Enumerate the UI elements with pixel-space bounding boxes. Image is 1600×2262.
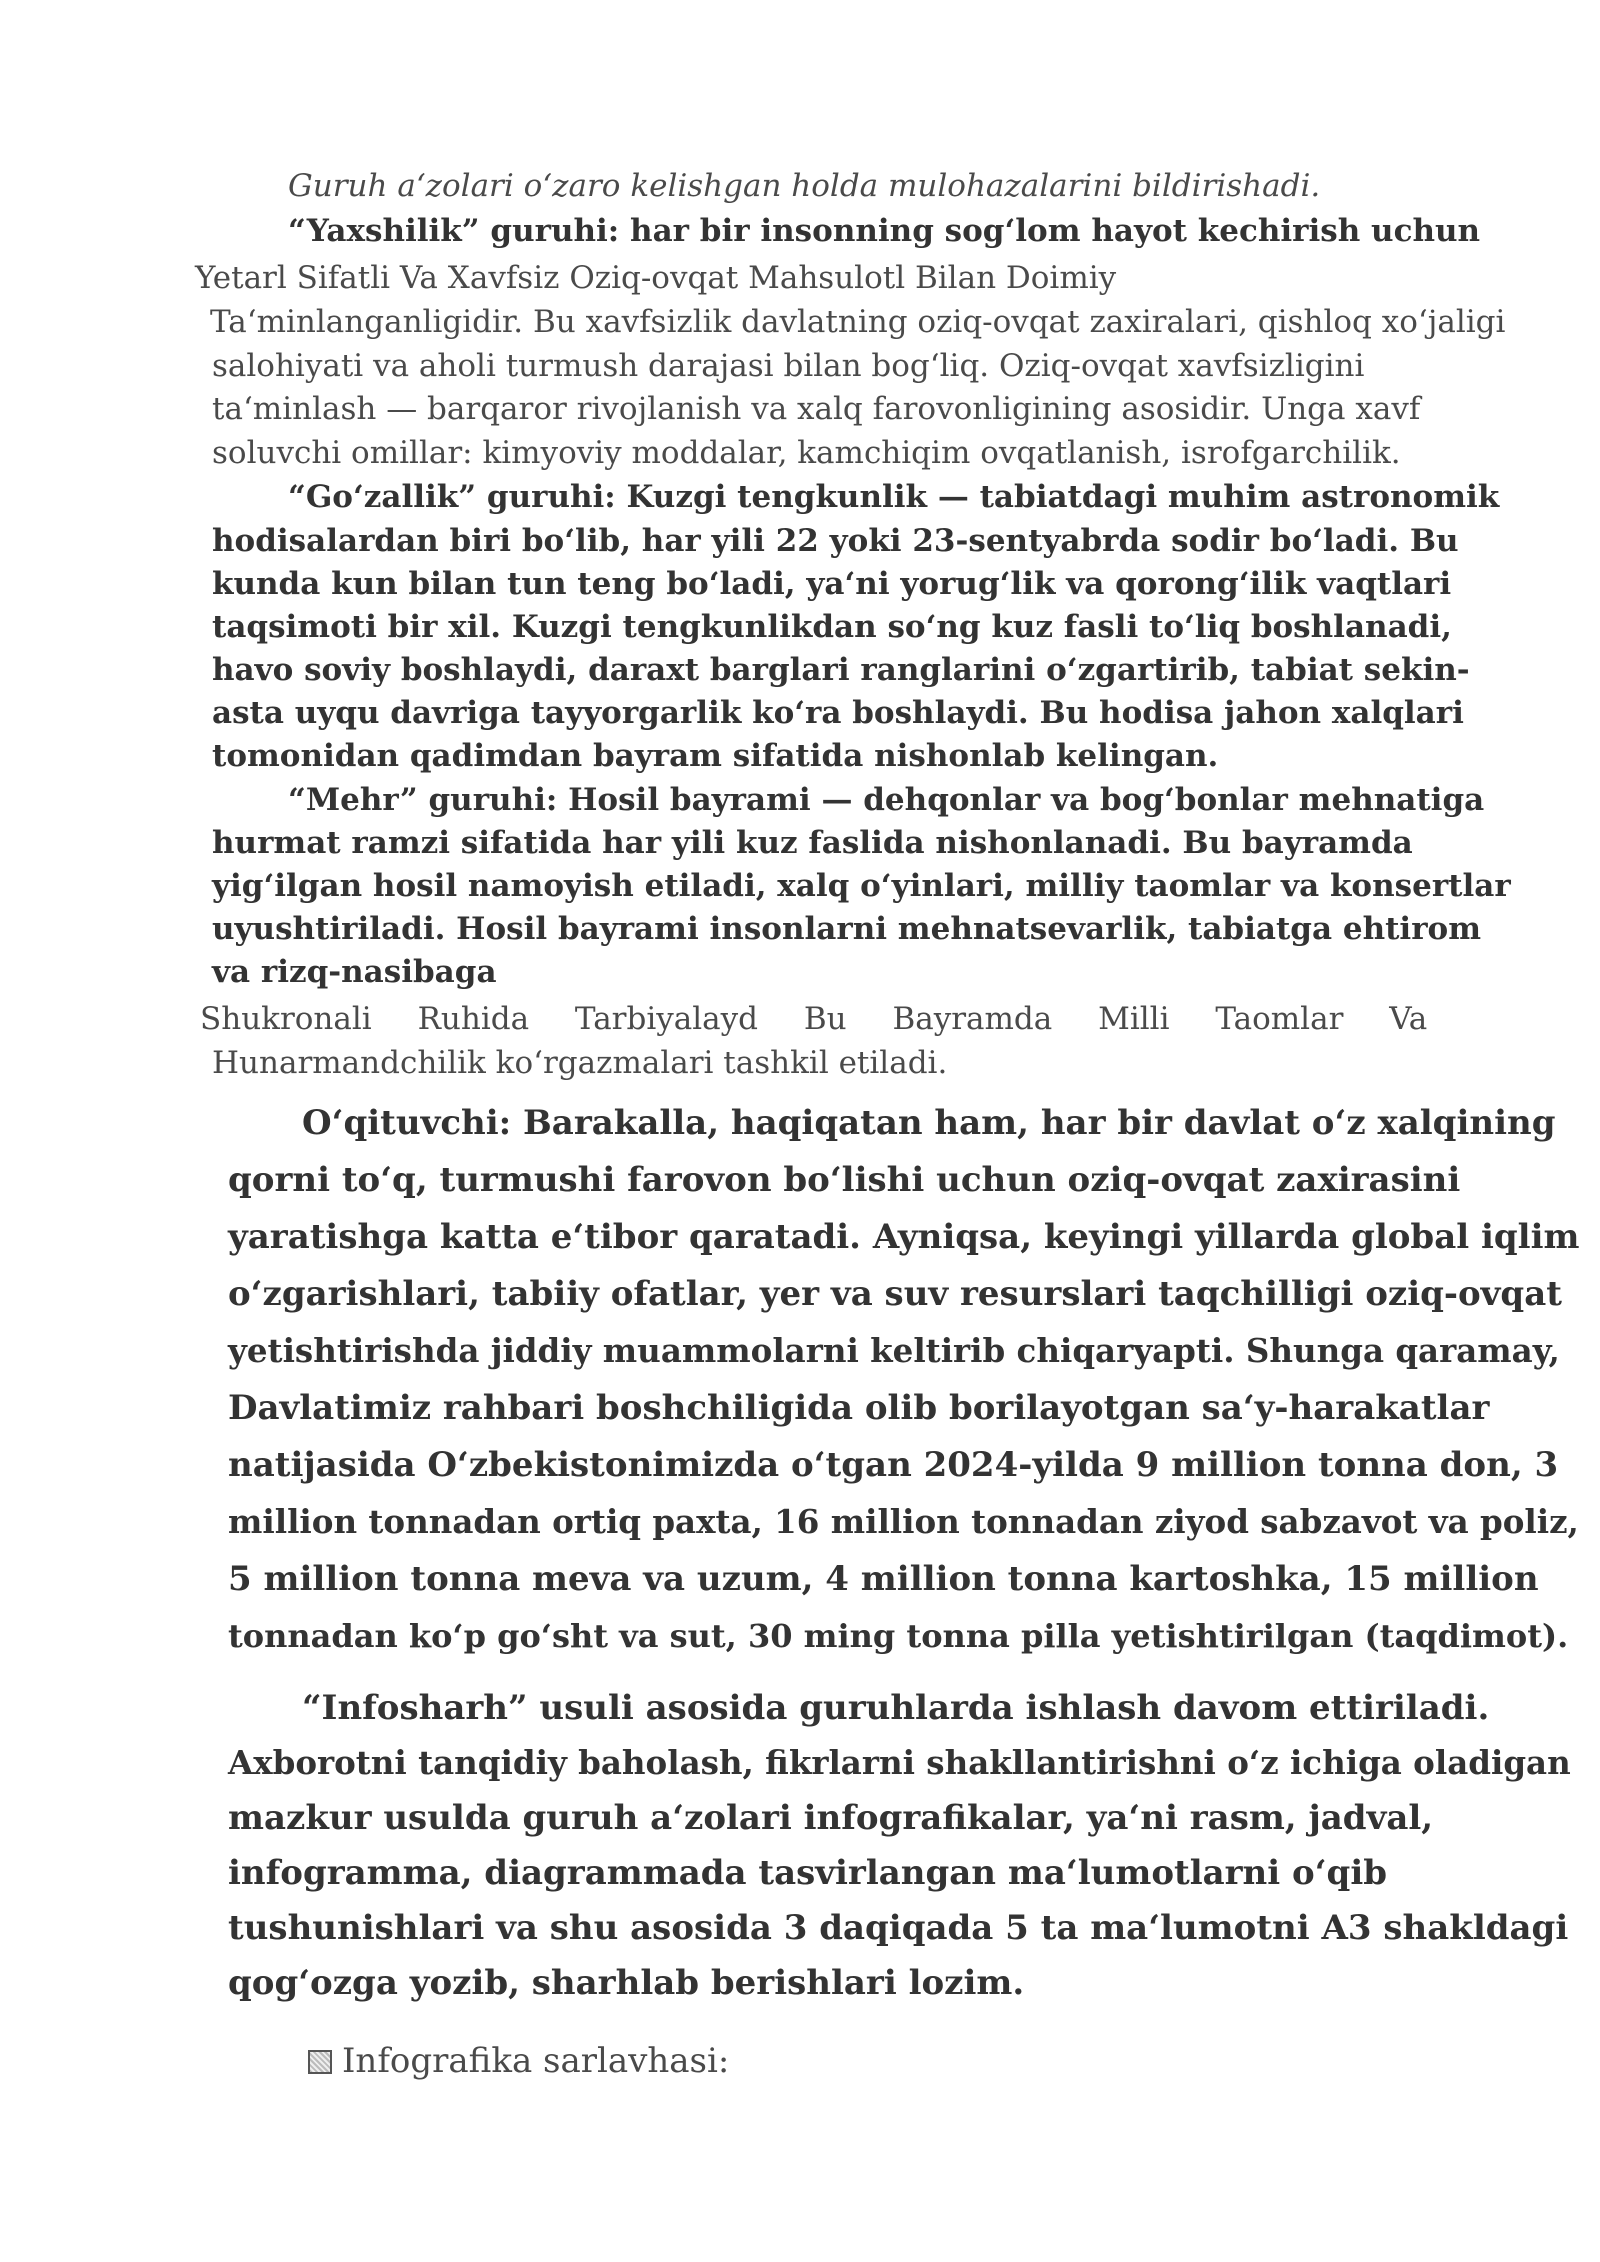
mehr-line: uyushtiriladi. Hosil bayrami insonlarni mehnatsevarlik, tabiatga ehtirom xyxy=(212,911,1482,947)
gozallik-line: asta uyqu davriga tayyorgarlik ko‘ra boshlaydi. Bu hodisa jahon xalqlari xyxy=(212,695,1464,731)
oqituvchi-line: qorni to‘q, turmushi farovon bo‘lishi uchun oziq-ovqat zaxirasini xyxy=(228,1160,1461,1200)
gozallik-line: taqsimoti bir xil. Kuzgi tengkunlikdan so‘ng kuz fasli to‘liq boshlanadi, xyxy=(212,609,1452,645)
infosharh-line: mazkur usulda guruh a‘zolari infografikalar, ya‘ni rasm, jadval, xyxy=(228,1798,1434,1838)
gozallik-line: tomonidan qadimdan bayram sifatida nishonlab kelingan. xyxy=(212,738,1219,774)
mehr-line: hurmat ramzi sifatida har yili kuz faslida nishonlanadi. Bu bayramda xyxy=(212,825,1413,861)
yaxshilik-line: Yetarl Sifatli Va Xavfsiz Oziq-ovqat Mahsulotl Bilan Doimiy xyxy=(195,260,1117,296)
infosharh-line: qog‘ozga yozib, sharhlab berishlari lozim. xyxy=(228,1963,1025,2003)
infografika-label-row xyxy=(308,2038,729,2084)
yaxshilik-line: soluvchi omillar: kimyoviy moddalar, kamchiqim ovqatlanish, isrofgarchilik. xyxy=(212,435,1401,471)
checkbox-icon xyxy=(308,2050,332,2074)
gozallik-line: hodisalardan biri bo‘lib, har yili 22 yoki 23-sentyabrda sodir bo‘ladi. Bu xyxy=(212,523,1459,559)
mehr-line: “Mehr” guruhi: Hosil bayrami — dehqonlar va bog‘bonlar mehnatiga xyxy=(288,782,1485,818)
infosharh-line: Axborotni tanqidiy baholash, fikrlarni shakllantirishni o‘z ichiga oladigan xyxy=(228,1743,1571,1782)
gozallik-line: kunda kun bilan tun teng bo‘ladi, ya‘ni yorug‘lik va qorong‘ilik vaqtlari xyxy=(212,566,1452,602)
mehr-line: yig‘ilgan hosil namoyish etiladi, xalq o‘yinlari, milliy taomlar va konsertlar xyxy=(212,868,1511,904)
intro-line: Guruh a‘zolari o‘zaro kelishgan holda mulohazalarini bildirishadi. xyxy=(288,168,1321,204)
oqituvchi-line: o‘zgarishlari, tabiiy ofatlar, yer va suv resurslari taqchilligi oziq-ovqat xyxy=(228,1274,1562,1314)
oqituvchi-line: yaratishga katta e‘tibor qaratadi. Ayniqsa, keyingi yillarda global iqlim xyxy=(228,1217,1580,1257)
yaxshilik-line: Ta‘minlanganligidir. Bu xavfsizlik davlatning oziq-ovqat zaxiralari, qishloq xo‘jaligi xyxy=(210,304,1506,340)
oqituvchi-line: yetishtirishda jiddiy muammolarni keltirib chiqaryapti. Shunga qaramay, xyxy=(228,1331,1560,1370)
oqituvchi-line: tonnadan ko‘p go‘sht va sut, 30 ming tonna pilla yetishtirilgan (taqdimot). xyxy=(228,1617,1569,1655)
oqituvchi-line: natijasida O‘zbekistonimizda o‘tgan 2024-yilda 9 million tonna don, 3 xyxy=(228,1445,1559,1485)
oqituvchi-line: 5 million tonna meva va uzum, 4 million tonna kartoshka, 15 million xyxy=(228,1559,1539,1599)
yaxshilik-line: ta‘minlash — barqaror rivojlanish va xalq farovonligining asosidir. Unga xavf xyxy=(212,391,1421,427)
infosharh-line: infogramma, diagrammada tasvirlangan ma‘lumotlarni o‘qib xyxy=(228,1853,1388,1893)
oqituvchi-line: million tonnadan ortiq paxta, 16 million tonnadan ziyod sabzavot va poliz, xyxy=(228,1502,1579,1541)
yaxshilik-line: salohiyati va aholi turmush darajasi bilan bog‘liq. Oziq-ovqat xavfsizligini xyxy=(212,348,1365,384)
mehr-line: Hunarmandchilik ko‘rgazmalari tashkil etiladi. xyxy=(212,1045,948,1081)
infosharh-line: “Infosharh” usuli asosida guruhlarda ishlash davom ettiriladi. xyxy=(302,1688,1490,1728)
gozallik-line: “Go‘zallik” guruhi: Kuzgi tengkunlik — tabiatdagi muhim astronomik xyxy=(288,479,1500,515)
gozallik-line: havo soviy boshlaydi, daraxt barglari ranglarini o‘zgartirib, tabiat sekin- xyxy=(212,652,1470,688)
yaxshilik-heading: “Yaxshilik” guruhi: har bir insonning sog‘lom hayot kechirish uchun xyxy=(288,213,1481,249)
oqituvchi-line: Davlatimiz rahbari boshchiligida olib borilayotgan sa‘y-harakatlar xyxy=(228,1388,1490,1428)
oqituvchi-line: O‘qituvchi: Barakalla, haqiqatan ham, har bir davlat o‘z xalqining xyxy=(302,1103,1556,1143)
mehr-line: Shukronali Ruhida Tarbiyalayd Bu Bayramda Milli Taomlar Va xyxy=(200,1001,1428,1037)
infografika-label: Infografika sarlavhasi: xyxy=(342,2041,730,2081)
mehr-line: va rizq-nasibaga xyxy=(212,954,497,990)
infosharh-line: tushunishlari va shu asosida 3 daqiqada 5 ta ma‘lumotni A3 shakldagi xyxy=(228,1908,1569,1948)
